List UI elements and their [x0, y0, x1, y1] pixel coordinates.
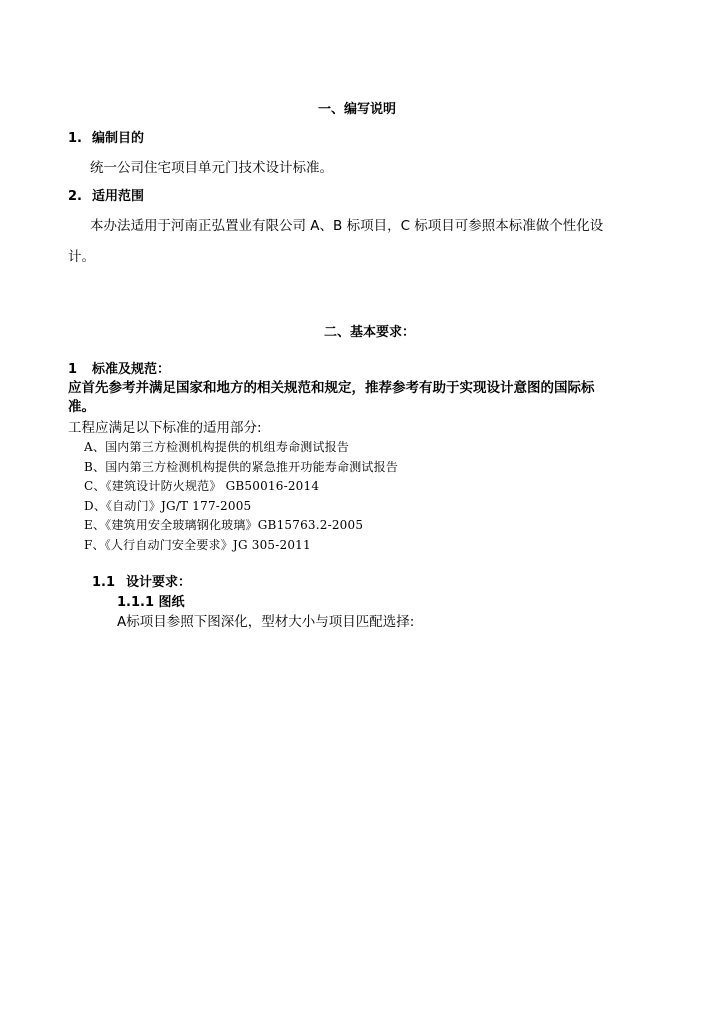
subsection-1-1-heading	[92, 575, 191, 591]
section-1-item-2-heading	[68, 189, 144, 205]
standard-item-b: B、国内第三方检测机构提供的紧急推开功能寿命测试报告	[84, 460, 399, 474]
subsection-number: 1.1	[92, 575, 116, 590]
section-2-title: 二、基本要求：	[324, 325, 416, 340]
item-number: 1	[68, 362, 78, 377]
standards-intro: 工程应满足以下标准的适用部分:	[68, 420, 262, 436]
section-1-item-2-text-line-1: 本办法适用于河南正弘置业有限公司 A、B 标项目，C 标项目可参照本标准做个性化设	[90, 218, 604, 234]
section-1-item-1-text: 统一公司住宅项目单元门技术设计标准。	[90, 160, 333, 176]
subsection-1-1-1-text: A标项目参照下图深化，型材大小与项目匹配选择:	[117, 614, 415, 630]
section-1-item-1-heading	[68, 131, 144, 147]
section-2-bold-line-2: 准。	[68, 399, 95, 415]
section-1-item-2-text-line-2: 计。	[68, 249, 95, 265]
standard-item-f: F、《人行自动门安全要求》JG 305-2011	[84, 538, 311, 552]
subsection-title: 设计要求：	[126, 575, 192, 590]
subsection-1-1-1-heading: 1.1.1 图纸	[117, 595, 185, 610]
section-1-title: 一、编写说明	[318, 102, 397, 117]
item-number: 1.	[68, 131, 82, 146]
standard-item-d: D、《自动门》JG/T 177-2005	[84, 499, 252, 513]
item-title: 编制目的	[92, 131, 145, 146]
section-2-item-1-heading	[68, 362, 170, 378]
standard-item-c: C、《建筑设计防火规范》 GB50016-2014	[84, 479, 320, 493]
item-title: 适用范围	[92, 189, 145, 204]
item-number: 2.	[68, 189, 82, 204]
item-title: 标准及规范：	[92, 362, 171, 377]
standard-item-a: A、国内第三方检测机构提供的机组寿命测试报告	[84, 440, 350, 454]
standard-item-e: E、《建筑用安全玻璃钢化玻璃》GB15763.2-2005	[84, 518, 364, 532]
section-2-bold-line-1: 应首先参考并满足国家和地方的相关规范和规定，推荐参考有助于实现设计意图的国际标	[68, 380, 595, 396]
